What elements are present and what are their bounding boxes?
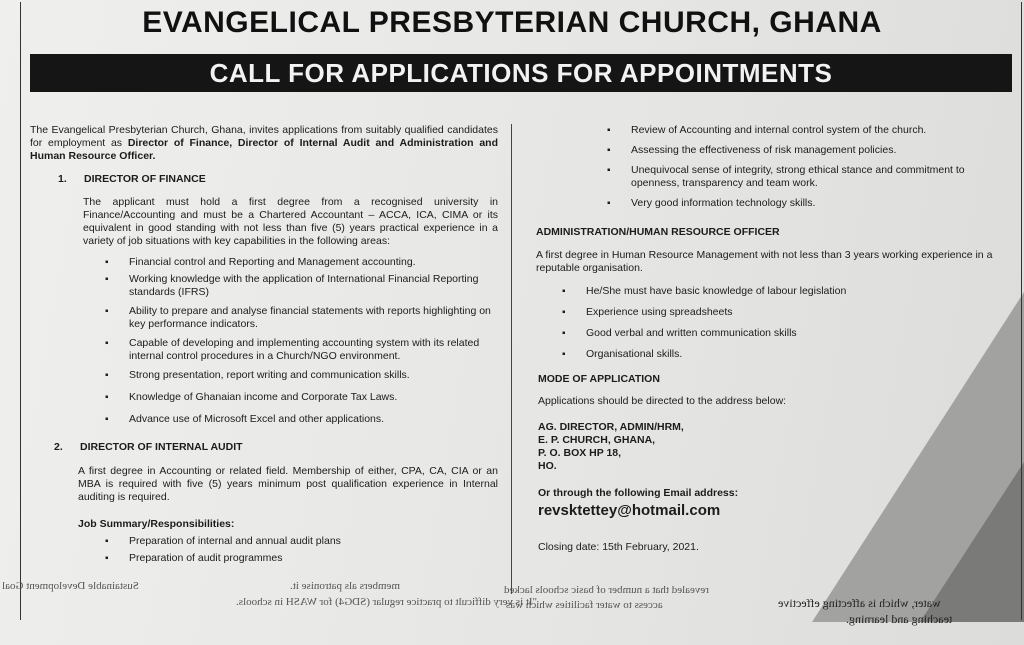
list-item: ▪ Financial control and Reporting and Management accounting.: [105, 256, 498, 269]
audit-heading-text: DIRECTOR OF INTERNAL AUDIT: [80, 441, 243, 453]
address-line: P. O. BOX HP 18,: [538, 447, 622, 459]
audit-bullet-list: [105, 535, 498, 565]
bleed-through-text: Sustainable Development Goal: [2, 580, 139, 592]
list-item: ▪ Preparation of audit programmes: [105, 552, 498, 565]
admin-bullet-list: [562, 285, 1010, 361]
list-item: ▪ Very good information technology skills.: [607, 197, 1010, 210]
list-item: ▪ Working knowledge with the application of International Financial Reporting standards (IFRS): [105, 273, 498, 299]
address-line: HO.: [538, 460, 557, 472]
audit-heading: [54, 441, 498, 454]
list-item: ▪ Experience using spreadsheets: [562, 306, 1010, 319]
list-item: ▪ Assessing the effectiveness of risk management policies.: [607, 144, 1010, 157]
email-label: Or through the following Email address:: [538, 487, 739, 499]
list-item: ▪ Knowledge of Ghanaian income and Corporate Tax Laws.: [105, 391, 498, 404]
bleed-through-text: teaching and learning.: [846, 612, 953, 626]
bleed-through-text: members als patronise it.: [290, 580, 400, 592]
list-item: ▪ Review of Accounting and internal control system of the church.: [607, 124, 1010, 137]
audit-number: 2.: [54, 441, 63, 453]
banner-heading: CALL FOR APPLICATIONS FOR APPOINTMENTS: [30, 54, 1012, 92]
audit-body: A first degree in Accounting or related field. Membership of either, CPA, CA, CIA or an MBA is required with five (5) years minimum post qualification experience in Internal auditing is required.: [78, 465, 498, 503]
application-heading: MODE OF APPLICATION: [538, 373, 660, 385]
column-divider: [511, 124, 512, 594]
email-address: revsktettey@hotmail.com: [538, 502, 721, 519]
intro-paragraph: [30, 124, 498, 163]
intro-positions: Director of Finance, Director of Internal Audit and Administration and Human Resource Officer.: [30, 137, 498, 162]
intro-text: The Evangelical Presbyterian Church, Ghana, invites applications from suitably qualified candidates for employment as: [30, 124, 498, 149]
list-item: ▪ Unequivocal sense of integrity, strong ethical stance and commitment to openness, transparency and team work.: [607, 164, 1010, 190]
audit-bullet-list-continued: [607, 124, 1010, 210]
left-column: [30, 124, 498, 565]
list-item: ▪ Advance use of Microsoft Excel and other applications.: [105, 413, 498, 426]
bleed-through-text: water, which is affecting effective: [778, 596, 941, 610]
finance-heading-text: DIRECTOR OF FINANCE: [84, 173, 206, 185]
list-item: ▪ Ability to prepare and analyse financial statements with reports highlighting on key performance indicators.: [105, 305, 498, 331]
bleed-through-text: "It is very difficult to practice regular (SDG4) for WASH in schools.: [236, 596, 538, 608]
finance-body: The applicant must hold a first degree from a recognised university in Finance/Accounting and must be a Chartered Accountant – ACCA, ICA, CIMA or its equivalent in good standing with not less than five (5) years practical experience in a variety of job situations with key capabilities in the following areas:: [83, 196, 498, 247]
application-instruction: Applications should be directed to the address below:: [538, 395, 787, 407]
page-title: EVANGELICAL PRESBYTERIAN CHURCH, GHANA: [142, 6, 882, 39]
admin-body: A first degree in Human Resource Management with not less than 3 years working experience in a reputable organisation.: [536, 249, 993, 274]
right-column: [522, 124, 1010, 554]
address-line: E. P. CHURCH, GHANA,: [538, 434, 656, 446]
list-item: ▪ Capable of developing and implementing accounting system with its related internal control procedures in a Church/NGO environment.: [105, 337, 498, 363]
list-item: ▪ Preparation of internal and annual audit plans: [105, 535, 498, 548]
list-item: ▪ Good verbal and written communication skills: [562, 327, 1010, 340]
finance-heading: [58, 173, 498, 186]
admin-heading: ADMINISTRATION/HUMAN RESOURCE OFFICER: [536, 226, 780, 238]
bleed-through-text: revealed that a number of basic schools lacked: [504, 584, 709, 596]
closing-date: Closing date: 15th February, 2021.: [538, 541, 699, 553]
list-item: ▪ He/She must have basic knowledge of labour legislation: [562, 285, 1010, 298]
bleed-through-text: access to water facilities which was: [506, 599, 663, 611]
list-item: ▪ Organisational skills.: [562, 348, 1010, 361]
list-item: ▪ Strong presentation, report writing and communication skills.: [105, 369, 498, 382]
finance-number: 1.: [58, 173, 67, 185]
summary-heading: Job Summary/Responsibilities:: [78, 518, 235, 530]
postal-address: [538, 421, 1010, 473]
address-line: AG. DIRECTOR, ADMIN/HRM,: [538, 421, 684, 433]
finance-bullet-list: [105, 256, 498, 426]
